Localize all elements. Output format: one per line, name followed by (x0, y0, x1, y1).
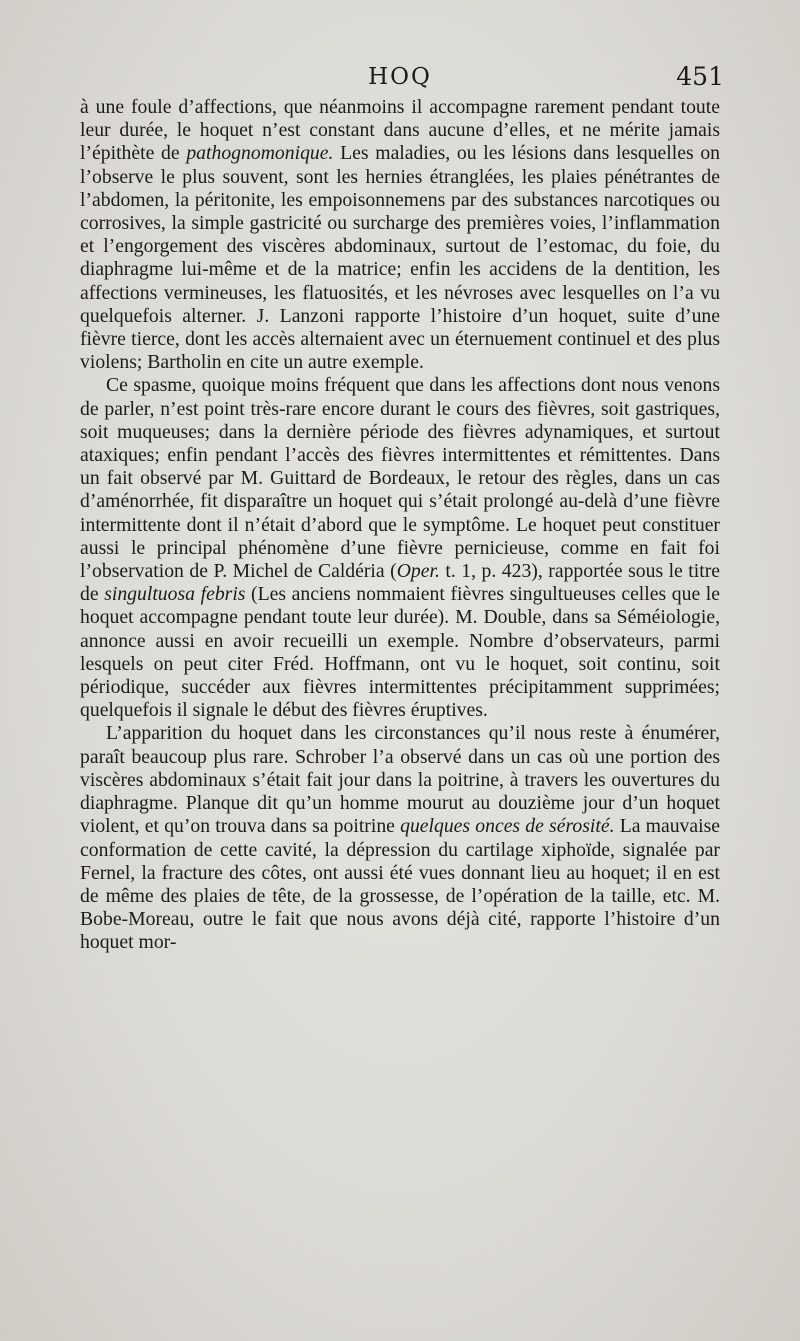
italic-term: Oper. (396, 560, 440, 583)
running-title: HOQ (368, 64, 432, 90)
paragraph-3 (80, 722, 720, 954)
text-segment: La mauvaise conformation de cette cavité, la dépression du cartilage xiphoïde, signalée par Fernel, la fracture des côtes, ont aussi été vues donnant lieu au hoquet; il en est de même des plaies de tête, de la grossesse, de l’opération de la taille, etc. M. Bobe-Moreau, outre le fait que nous avons déjà cité, rapporte l’histoire d’un hoquet mor- (80, 815, 720, 954)
running-head (80, 62, 724, 94)
text-segment: (Les anciens nommaient fièvres singultueuses celles que le hoquet accompagne pendant toute leur durée). M. Double, dans sa Séméiologie, annonce aussi en avoir recueilli un exemple. Nombre d’observateurs, parmi lesquels on peut citer Fréd. Hoffmann, ont vu le hoquet, soit continu, soit périodique, succéder aux fièvres intermittentes précipitamment supprimées; quelquefois il signale le début des fièvres éruptives. (80, 583, 720, 722)
text-segment: L’apparition du hoquet dans les circonstances qu’il nous reste à énumérer, paraît beaucoup plus rare. Schrober l’a observé dans un cas où une portion des viscères abdominaux s’était fait jour dans la poitrine, à travers les ouvertures du diaphragme. Planque dit qu’un homme mourut au douzième jour d’un hoquet violent, et qu’on trouva dans sa poitrine (80, 722, 720, 838)
paragraph-2 (80, 374, 720, 722)
paragraph-1 (80, 96, 720, 374)
page-number: 451 (676, 62, 724, 91)
body-text (80, 96, 720, 955)
italic-term: pathognomonique. (186, 142, 334, 165)
text-segment: t. 1, p. 423), rapportée sous le titre de (80, 560, 720, 606)
text-segment: à une foule d’affections, que néanmoins il accompagne rarement pendant toute leur durée, le hoquet n’est constant dans aucune d’elles, et ne mérite jamais l’épithète de (80, 96, 720, 165)
text-segment: Ce spasme, quoique moins fréquent que dans les affections dont nous venons de parler, n’est point très-rare encore durant le cours des fièvres, soit gastriques, soit muqueuses; dans la dernière période des fièvres adynamiques, et surtout ataxiques; enfin pendant l’accès des fièvres intermittentes et rémittentes. Dans un fait observé par M. Guittard de Bordeaux, le retour des règles, dans un cas d’aménorrhée, fit disparaître un hoquet qui s’était prolongé au-delà d’une fièvre intermittente dont il n’était d’abord que le symptôme. Le hoquet peut constituer aussi le principal phénomène d’une fièvre pernicieuse, comme en fait foi l’observation de P. Michel de Caldéria ( (80, 374, 720, 583)
text-segment: Les maladies, ou les lésions dans lesquelles on l’observe le plus souvent, sont les hernies étranglées, les plaies pénétrantes de l’abdomen, la péritonite, les empoisonnemens par des substances narcotiques ou corrosives, la simple gastricité ou surcharge des premières voies, l’inflammation et l’engorgement des viscères abdominaux, surtout de l’estomac, du foie, du diaphragme lui-même et de la matrice; enfin les accidens de la dentition, les affections vermineuses, les flatuosités, et les névroses avec lesquelles on l’a vu quelquefois alterner. J. Lanzoni rapporte l’histoire d’un hoquet, suite d’une fièvre tierce, dont les accès alternaient avec un éternuement continuel et des plus violens; Bartholin en cite un autre exemple. (80, 142, 721, 374)
italic-term: singultuosa febris (104, 583, 246, 606)
italic-term: quelques onces de sérosité. (400, 815, 615, 838)
